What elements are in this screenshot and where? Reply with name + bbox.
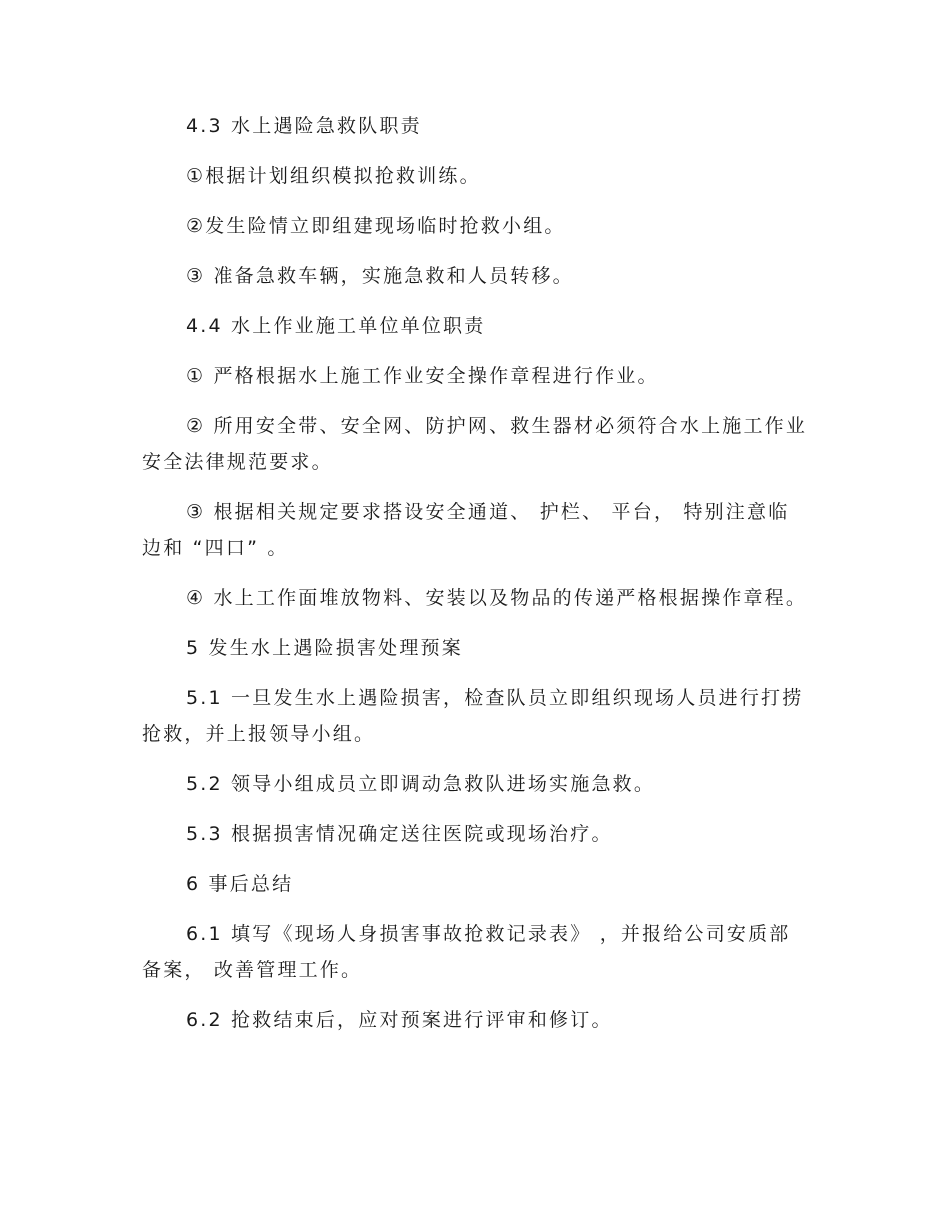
list-item: ① 严格根据水上施工作业安全操作章程进行作业。 <box>186 365 659 387</box>
list-item: ②发生险情立即组建现场临时抢救小组。 <box>186 215 566 237</box>
list-item: ② 所用安全带、安全网、防护网、救生器材必须符合水上施工作业 安全法律规范要求。 <box>142 415 816 473</box>
section-heading-5: 5 发生水上遇险损害处理预案 <box>186 637 463 659</box>
section-heading-4-3: 4.3 水上遇险急救队职责 <box>186 115 422 137</box>
paragraph-5-2: 5.2 领导小组成员立即调动急救队进场实施急救。 <box>186 773 656 795</box>
section-heading-6: 6 事后总结 <box>186 873 294 895</box>
list-item: ④ 水上工作面堆放物料、安装以及物品的传递严格根据操作章程。 <box>186 587 808 609</box>
section-heading-4-4: 4.4 水上作业施工单位单位职责 <box>186 315 486 337</box>
list-item: ③ 准备急救车辆，实施急救和人员转移。 <box>186 265 574 287</box>
document-page <box>142 108 816 1052</box>
list-item: ③ 根据相关规定要求搭设安全通道、 护栏、 平台， 特别注意临边和 “四口” 。 <box>142 501 790 559</box>
paragraph-6-2: 6.2 抢救结束后，应对预案进行评审和修订。 <box>186 1009 613 1031</box>
paragraph-6-1: 6.1 填写《现场人身损害事故抢救记录表》 ，并报给公司安质部备案， 改善管理工作。 <box>142 923 791 981</box>
paragraph-5-3: 5.3 根据损害情况确定送往医院或现场治疗。 <box>186 823 613 845</box>
paragraph-5-1: 5.1 一旦发生水上遇险损害，检查队员立即组织现场人员进行打捞 抢救，并上报领导小组。 <box>142 687 812 745</box>
list-item: ①根据计划组织模拟抢救训练。 <box>186 165 481 187</box>
